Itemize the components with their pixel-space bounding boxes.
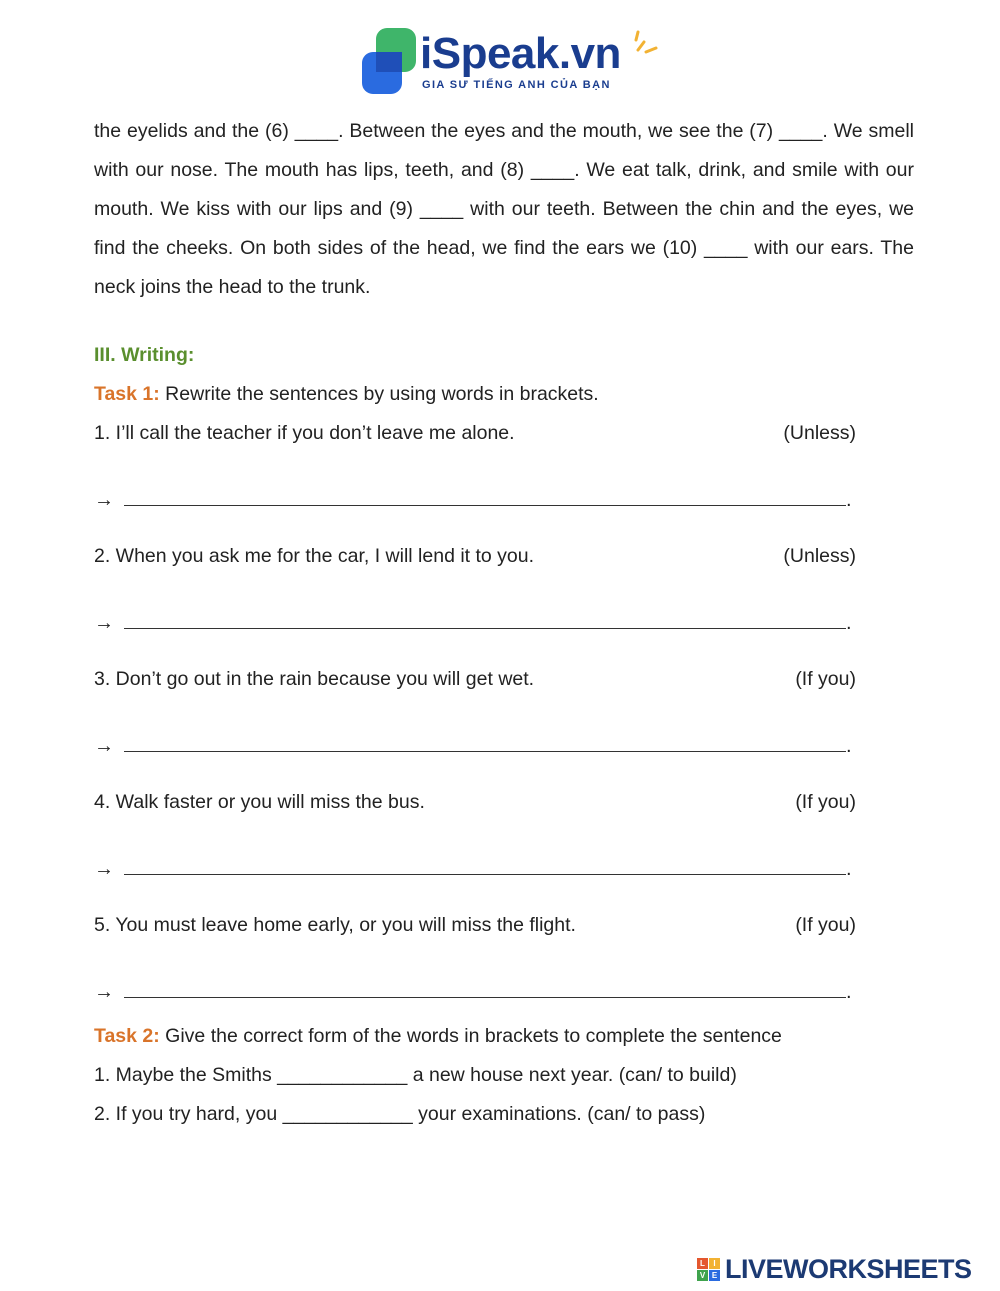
task2-label: Task 2: <box>94 1025 160 1047</box>
item-sentence: 2. When you ask me for the car, I will lend it to you. <box>94 545 535 567</box>
task1-item-3 <box>94 660 856 699</box>
answer-period: . <box>846 981 852 1003</box>
task1-item-1 <box>94 414 856 453</box>
answer-period: . <box>846 735 852 757</box>
item-hint: (If you) <box>795 791 856 813</box>
answer-line-3[interactable] <box>94 714 852 760</box>
task1-label: Task 1: <box>94 383 160 405</box>
liveworksheets-brand: LIVEWORKSHEETS <box>725 1254 972 1284</box>
item-hint: (Unless) <box>783 422 856 444</box>
ispeak-brand-name: iSpeak.vn <box>420 29 621 78</box>
ispeak-logo <box>360 26 670 96</box>
arrow-right-icon: → <box>94 981 114 1003</box>
item-sentence: 5. You must leave home early, or you will miss the flight. <box>94 914 576 936</box>
liveworksheets-grid-icon <box>697 1258 721 1282</box>
task1-heading <box>94 375 914 414</box>
item-hint: (If you) <box>795 914 856 936</box>
sparkle-icon <box>632 28 662 58</box>
reading-passage: the eyelids and the (6) ____. Between the eyes and the mouth, we see the (7) ____. We smell with our nose. The mouth has lips, teeth, and (8) ____. We eat talk, drink, and smile with our mouth. We kiss with our lips and (9) ____ with our teeth. Between the chin and the eyes, we find the cheeks. On both sides of the head, we find the ears we (10) ____ with our ears. The neck joins the head to the trunk. <box>94 120 914 298</box>
liveworksheets-logo <box>697 1256 997 1286</box>
answer-line-2[interactable] <box>94 591 852 637</box>
answer-blank[interactable] <box>124 751 846 752</box>
task2-item-1[interactable]: 1. Maybe the Smiths ____________ a new house next year. (can/ to build) <box>94 1064 737 1086</box>
answer-period: . <box>846 612 852 634</box>
arrow-right-icon: → <box>94 858 114 880</box>
arrow-right-icon: → <box>94 612 114 634</box>
answer-blank[interactable] <box>124 874 846 875</box>
grid-letter: V <box>697 1270 708 1281</box>
task2-block <box>94 1017 914 1134</box>
grid-letter: I <box>709 1258 720 1269</box>
task2-instruction: Give the correct form of the words in brackets to complete the sentence <box>159 1025 782 1047</box>
answer-period: . <box>846 489 852 511</box>
answer-period: . <box>846 858 852 880</box>
answer-line-1[interactable] <box>94 468 852 514</box>
task1-instruction: Rewrite the sentences by using words in brackets. <box>159 383 599 405</box>
task1-item-5 <box>94 906 856 945</box>
arrow-right-icon: → <box>94 489 114 511</box>
ispeak-tagline: GIA SƯ TIẾNG ANH CỦA BẠN <box>422 79 611 91</box>
answer-blank[interactable] <box>124 505 846 506</box>
worksheet-content <box>94 112 914 1134</box>
arrow-right-icon: → <box>94 735 114 757</box>
item-sentence: 4. Walk faster or you will miss the bus. <box>94 791 425 813</box>
item-sentence: 3. Don’t go out in the rain because you will get wet. <box>94 668 535 690</box>
answer-blank[interactable] <box>124 997 846 998</box>
answer-line-4[interactable] <box>94 837 852 883</box>
task2-heading <box>94 1017 914 1056</box>
task1-item-2 <box>94 537 856 576</box>
item-sentence: 1. I’ll call the teacher if you don’t leave me alone. <box>94 422 515 444</box>
item-hint: (Unless) <box>783 545 856 567</box>
answer-blank[interactable] <box>124 628 846 629</box>
ispeak-logo-mark-icon <box>362 28 418 94</box>
grid-letter: L <box>697 1258 708 1269</box>
task1-item-4 <box>94 783 856 822</box>
grid-letter: E <box>709 1270 720 1281</box>
section-title: III. Writing: <box>94 344 195 366</box>
item-hint: (If you) <box>795 668 856 690</box>
answer-line-5[interactable] <box>94 960 852 1006</box>
task2-item-2[interactable]: 2. If you try hard, you ____________ your examinations. (can/ to pass) <box>94 1103 706 1125</box>
